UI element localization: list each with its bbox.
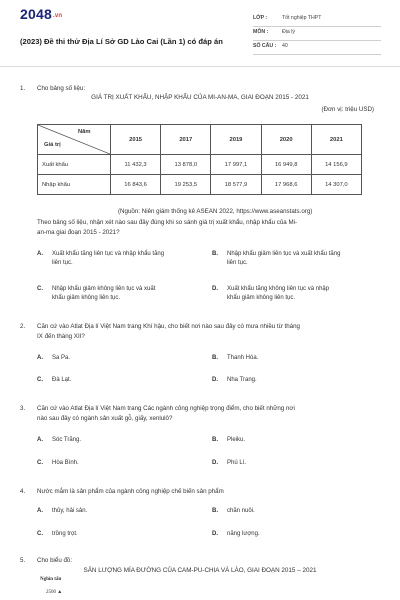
logo-suffix: .vn [52, 13, 63, 19]
table-cell: 18 577,9 [211, 175, 261, 195]
option-text-line: Xuất khẩu tăng không liên tục và nhập [227, 286, 330, 292]
question-number: 2. [20, 323, 26, 330]
table-cell: 17 997,1 [211, 155, 261, 175]
option-letter: D. [212, 531, 218, 537]
option-letter: C. [37, 531, 43, 537]
option-text: Đà Lạt. [52, 377, 72, 383]
option-letter: B. [212, 251, 218, 257]
question-number: 3. [20, 405, 26, 412]
meta-label: SỐ CÂU : [253, 43, 277, 49]
option-text-line: khẩu giảm không liên tục. [227, 295, 296, 301]
question-stem: Căn cứ vào Atlat Địa lí Việt Nam trang Khí hậu, cho biết nơi nào sau đây có mưa nhiều từ tháng [37, 323, 300, 330]
question-stem: nào sau đây có ngành sản xuất gỗ, giấy, xenlulô? [37, 415, 173, 422]
option-text: Nha Trang. [227, 377, 257, 383]
option-letter: B. [212, 508, 218, 514]
question-stem: Nước mắm là sản phẩm của ngành công nghiệp chế biến sản phẩm [37, 488, 224, 495]
table-cell: 13 878,0 [161, 155, 211, 175]
question-stem: IX đến tháng XII? [37, 333, 85, 340]
option-text: chăn nuôi. [227, 508, 255, 514]
meta-value: Tốt nghiệp THPT [282, 15, 322, 21]
option-text: Pleiku. [227, 437, 246, 443]
header-divider [0, 66, 400, 67]
option-letter: A. [37, 251, 43, 257]
table-title: GIÁ TRỊ XUẤT KHẨU, NHẬP KHẨU CỦA MI-AN-MA, GIAI ĐOẠN 2015 - 2021 [91, 94, 309, 101]
option-letter: C. [37, 377, 43, 383]
data-table [37, 124, 362, 195]
meta-value: 40 [282, 43, 288, 49]
question-number: 1. [20, 85, 26, 92]
table-header-cell: 2015 [111, 125, 161, 155]
exam-title: (2023) Đề thi thử Địa Lí Sở GD Lào Cai (Lần 1) có đáp án [20, 37, 223, 46]
table-source: (Nguồn: Niên giám thống kê ASEAN 2022, https://www.aseanstats.org) [118, 208, 313, 215]
option-letter: A. [37, 437, 43, 443]
table-cell: 14 307,0 [311, 175, 361, 195]
option-letter: D. [212, 286, 218, 292]
table-header-cell: 2017 [161, 125, 211, 155]
option-letter: A. [37, 508, 43, 514]
option-text-line: Xuất khẩu tăng liên tục và nhập khẩu tăng [52, 251, 165, 257]
question-stem: Theo bảng số liệu, nhận xét nào sau đây đúng khi so sánh giá trị xuất khẩu, nhập khẩu của Mi- [37, 219, 298, 226]
option-text-line: Nhập khẩu giảm liên tục và xuất khẩu tăng [227, 251, 341, 257]
option-text-line: liên tục. [52, 260, 73, 266]
table-header-cell: 2019 [211, 125, 261, 155]
option-letter: C. [37, 286, 43, 292]
option-text: Hòa Bình. [52, 460, 79, 466]
table-cell: 16 843,6 [111, 175, 161, 195]
option-text: trồng trọt. [52, 531, 78, 537]
question-intro: Cho bảng số liệu: [37, 85, 86, 92]
option-text: Sóc Trăng. [52, 437, 82, 443]
question-intro: Cho biểu đồ: [37, 557, 73, 564]
option-text [52, 285, 202, 303]
divider [253, 26, 381, 27]
corner-value-label: Giá trị [44, 142, 61, 148]
table-header-row [38, 125, 362, 155]
option-text-line: khẩu giảm không liên tục. [52, 295, 121, 301]
divider [253, 54, 381, 55]
table-row [38, 155, 362, 175]
option-text: Thanh Hóa. [227, 355, 259, 361]
corner-year-label: Năm [78, 129, 91, 135]
table-cell: 17 968,6 [261, 175, 311, 195]
option-text: Phú Lí. [227, 460, 247, 466]
table-row [38, 175, 362, 195]
option-text: thủy, hải sản. [52, 508, 88, 514]
meta-label: MÔN : [253, 29, 269, 35]
row-label: Xuất khẩu [38, 155, 111, 175]
chart-y-tick [46, 590, 62, 595]
chart-title: SẢN LƯỢNG MÍA ĐƯỜNG CỦA CAM-PU-CHIA VÀ LÀO, GIAI ĐOẠN 2015 – 2021 [83, 567, 317, 574]
table-cell: 14 156,9 [311, 155, 361, 175]
question-stem: Căn cứ vào Atlat Địa lí Việt Nam trang Các ngành công nghiệp trọng điểm, cho biết những nơi [37, 405, 295, 412]
option-letter: B. [212, 437, 218, 443]
option-letter: A. [37, 355, 43, 361]
diagonal-line [38, 125, 110, 154]
meta-label: LỚP : [253, 15, 268, 21]
chart-y-tick-label: 2500 [46, 590, 56, 595]
table-cell: 11 432,3 [111, 155, 161, 175]
page-header [0, 0, 400, 64]
divider [253, 40, 381, 41]
table-corner-cell [38, 125, 111, 155]
row-label: Nhập khẩu [38, 175, 111, 195]
table-unit: (Đơn vị: triệu USD) [321, 106, 374, 113]
option-text [227, 250, 377, 268]
option-letter: D. [212, 460, 218, 466]
option-text: năng lượng. [227, 531, 260, 537]
table-header-cell: 2021 [311, 125, 361, 155]
option-text [227, 285, 377, 303]
chart-y-unit: Nghìn tấn [40, 577, 62, 582]
question-number: 4. [20, 488, 26, 495]
axis-arrow-icon: ▲ [57, 590, 63, 595]
question-number: 5. [20, 557, 26, 564]
table-cell: 19 253,5 [161, 175, 211, 195]
option-text-line: Nhập khẩu giảm không liên tục và xuất [52, 286, 156, 292]
site-logo[interactable] [20, 6, 62, 22]
question-stem: an-ma giai đoạn 2015 - 2021? [37, 229, 120, 236]
option-text-line: liên tục. [227, 260, 248, 266]
option-letter: B. [212, 355, 218, 361]
meta-value: Địa lý [282, 29, 295, 35]
table-header-cell: 2020 [261, 125, 311, 155]
logo-text: 2048 [20, 6, 52, 22]
table-cell: 16 949,8 [261, 155, 311, 175]
option-text: Sa Pa. [52, 355, 71, 361]
option-text [52, 250, 202, 268]
option-letter: D. [212, 377, 218, 383]
option-letter: C. [37, 460, 43, 466]
